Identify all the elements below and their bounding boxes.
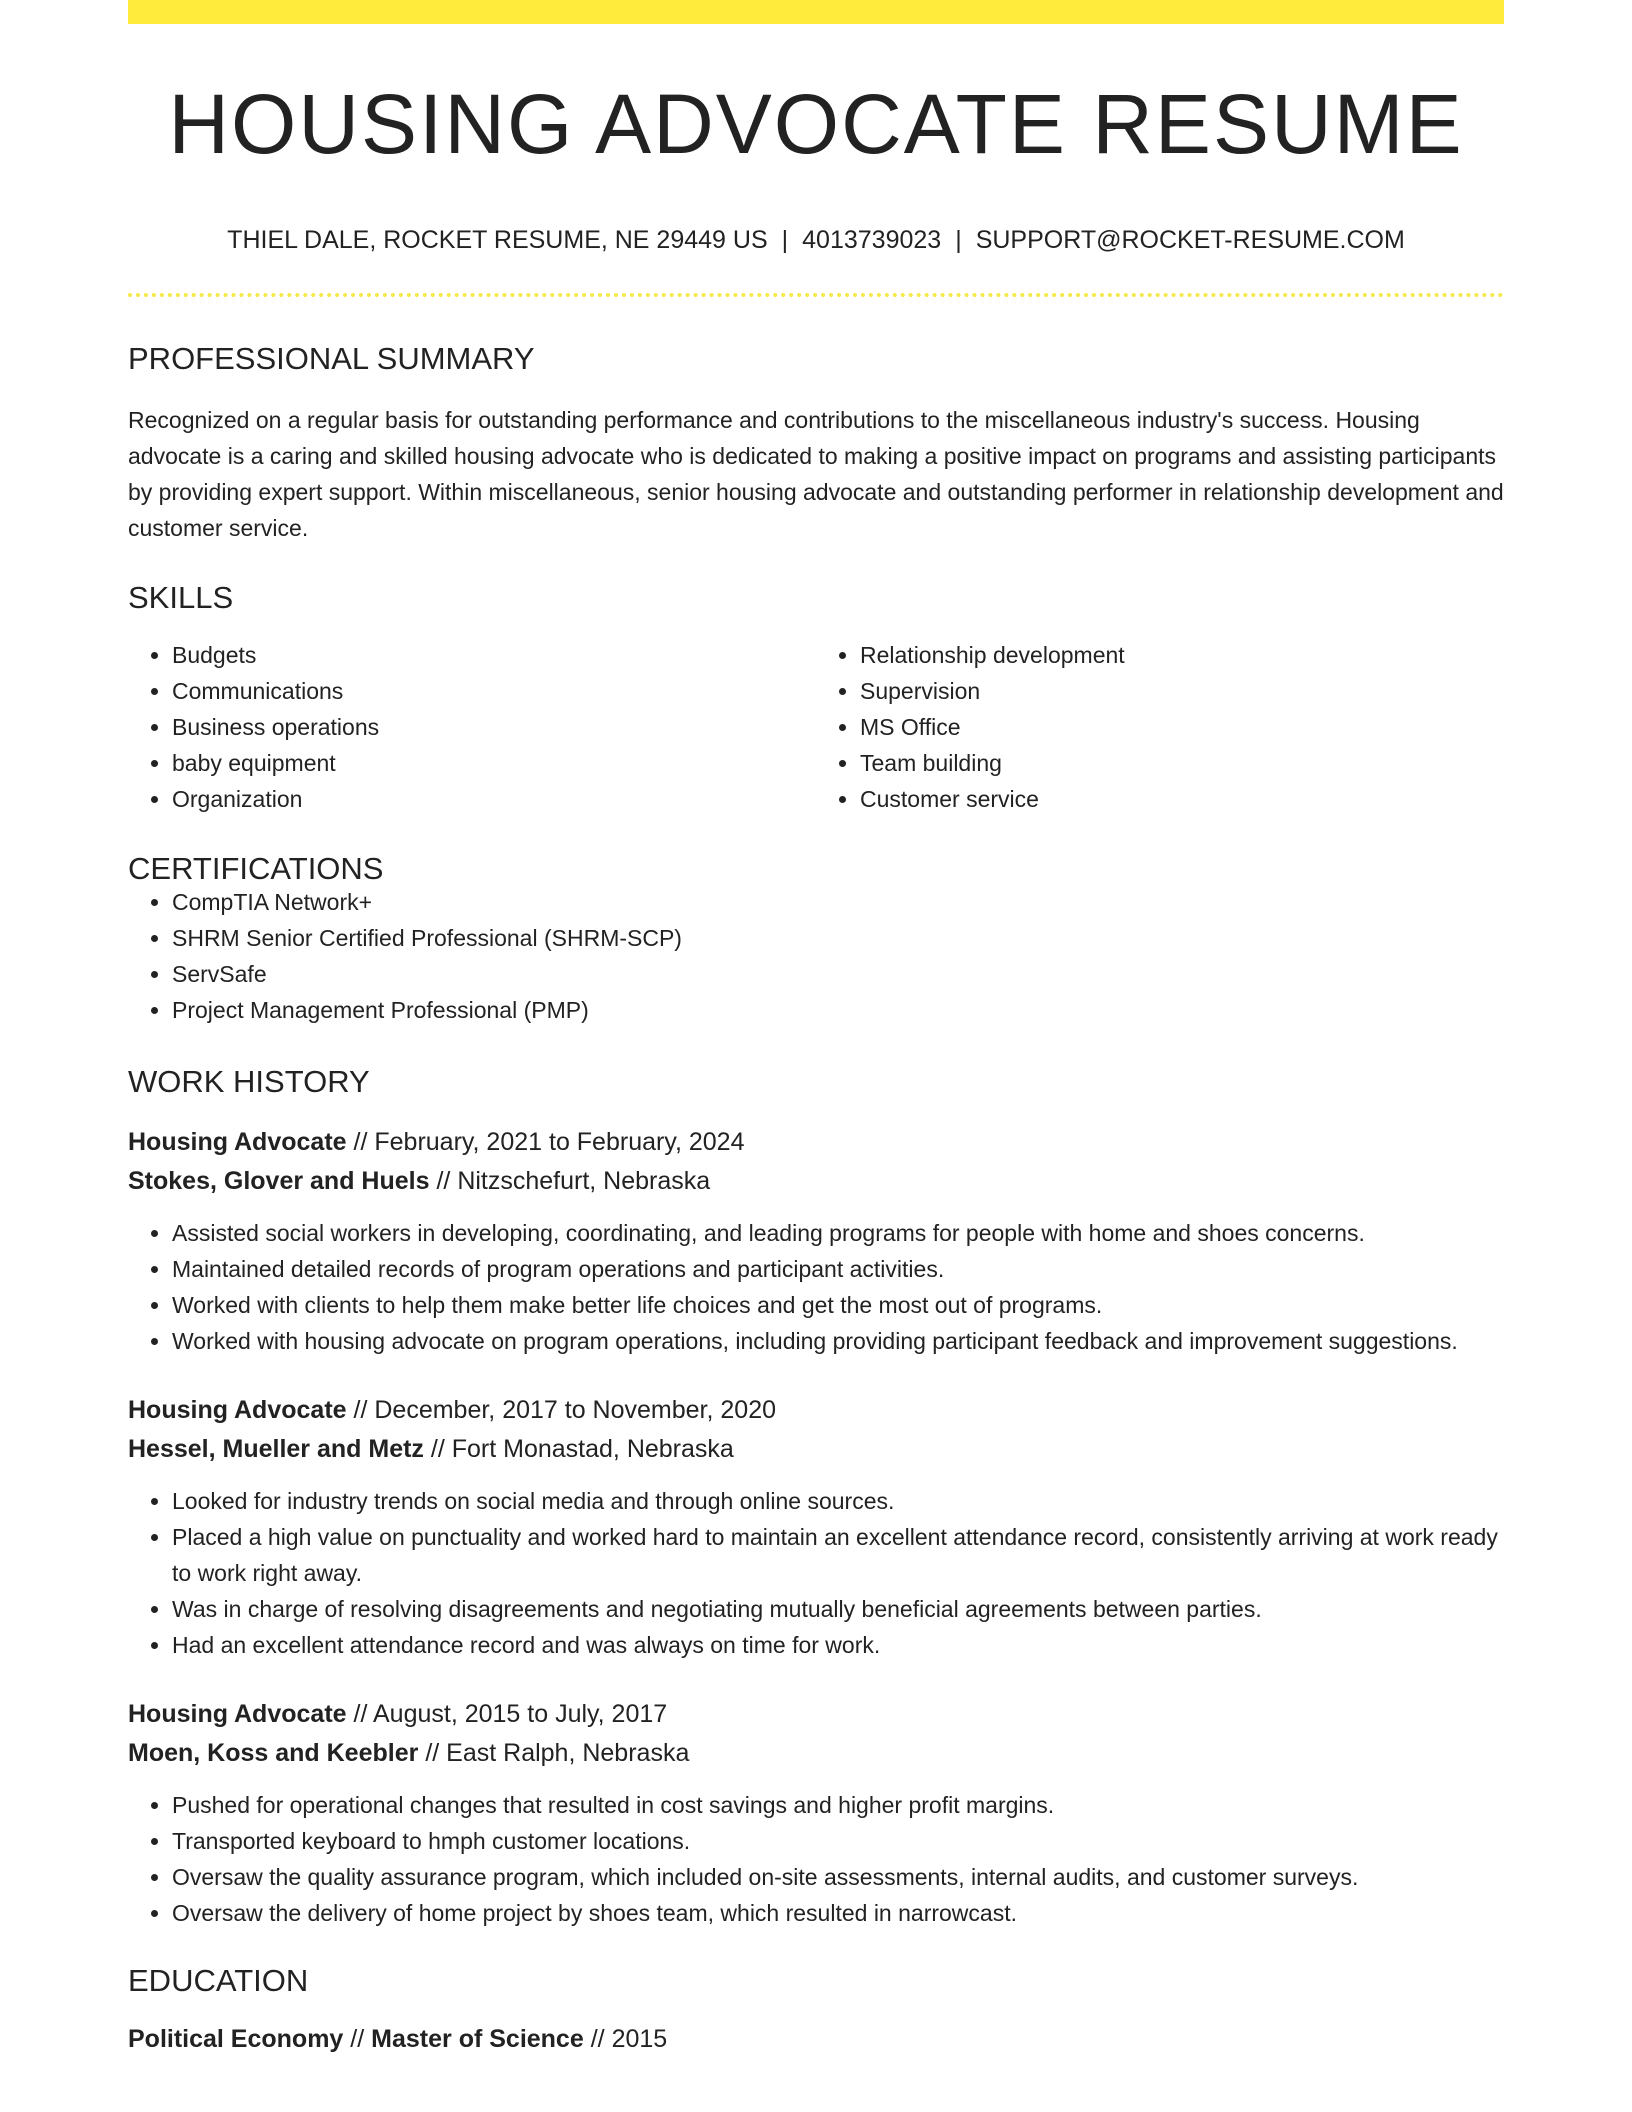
job-title: Housing Advocate — [128, 1128, 347, 1156]
job-separator: // — [353, 1396, 368, 1424]
job-bullet: • Maintained detailed records of program operations and participant activities. — [172, 1251, 1504, 1287]
job-bullet: • Assisted social workers in developing, coordinating, and leading programs for people with home and shoes concerns. — [172, 1215, 1504, 1251]
skills-columns — [128, 637, 1504, 817]
job-title-line — [128, 1695, 1504, 1734]
skill-item: • Communications — [172, 673, 816, 709]
job-entry — [128, 1391, 1504, 1663]
job-location: East Ralph, Nebraska — [446, 1739, 690, 1767]
certification-item: • Project Management Professional (PMP) — [172, 992, 1504, 1028]
education-entry — [128, 2020, 1504, 2059]
job-separator: // — [436, 1167, 451, 1195]
skill-item: • Supervision — [860, 673, 1504, 709]
job-company: Moen, Koss and Keebler — [128, 1739, 419, 1767]
job-bullets — [128, 1215, 1504, 1359]
job-bullet: • Pushed for operational changes that resulted in cost savings and higher profit margins. — [172, 1787, 1504, 1823]
education-field: Political Economy — [128, 2025, 344, 2053]
education-year: 2015 — [611, 2025, 668, 2053]
page-title: HOUSING ADVOCATE RESUME — [168, 77, 1464, 171]
job-title-line — [128, 1391, 1504, 1430]
job-title-line — [128, 1123, 1504, 1162]
top-accent-bar — [128, 0, 1504, 24]
job-bullet: • Had an excellent attendance record and was always on time for work. — [172, 1627, 1504, 1663]
job-bullets — [128, 1787, 1504, 1931]
skills-list-right — [816, 637, 1504, 817]
skill-item: • Business operations — [172, 709, 816, 745]
job-dates: December, 2017 to November, 2020 — [374, 1396, 776, 1424]
skill-item: • Team building — [860, 745, 1504, 781]
job-title: Housing Advocate — [128, 1700, 347, 1728]
skill-item: • Customer service — [860, 781, 1504, 817]
job-company-line — [128, 1430, 1504, 1469]
contact-separator: | — [781, 226, 789, 254]
job-location: Nitzschefurt, Nebraska — [457, 1167, 711, 1195]
job-dates: August, 2015 to July, 2017 — [372, 1700, 668, 1728]
job-bullet: • Placed a high value on punctuality and worked hard to maintain an excellent attendance record, consistently arriving at work ready to work right away. — [172, 1519, 1504, 1591]
skill-item: • baby equipment — [172, 745, 816, 781]
job-entry — [128, 1123, 1504, 1359]
job-company: Stokes, Glover and Huels — [128, 1167, 430, 1195]
job-company: Hessel, Mueller and Metz — [128, 1435, 424, 1463]
summary-text: Recognized on a regular basis for outstanding performance and contributions to the miscellaneous industry's success. Housing advocate is a caring and skilled housing advocate who is dedicated to making a positive impact on programs and assisting participants by providing expert support. Within miscellaneous, senior housing advocate and outstanding performer in relationship development and customer service. — [128, 407, 1504, 541]
contact-line — [128, 228, 1504, 253]
skill-item: • Organization — [172, 781, 816, 817]
job-entry — [128, 1695, 1504, 1931]
education-separator: // — [590, 2025, 605, 2053]
header-divider — [128, 293, 1504, 297]
contact-email: SUPPORT@ROCKET-RESUME.COM — [975, 226, 1405, 254]
job-company-line — [128, 1734, 1504, 1773]
job-location: Fort Monastad, Nebraska — [451, 1435, 734, 1463]
certifications-list — [128, 884, 1504, 1028]
skill-item: • Relationship development — [860, 637, 1504, 673]
job-bullet: • Worked with housing advocate on program operations, including providing participant feedback and improvement suggestions. — [172, 1323, 1504, 1359]
job-bullets — [128, 1483, 1504, 1663]
education-separator: // — [350, 2025, 365, 2053]
job-bullet: • Was in charge of resolving disagreements and negotiating mutually beneficial agreements between parties. — [172, 1591, 1504, 1627]
skills-list-left — [128, 637, 816, 817]
resume-page — [128, 0, 1504, 2059]
skill-item: • Budgets — [172, 637, 816, 673]
job-dates: February, 2021 to February, 2024 — [374, 1128, 745, 1156]
job-separator: // — [430, 1435, 445, 1463]
section-heading-skills: SKILLS — [128, 580, 234, 615]
job-bullet: • Oversaw the quality assurance program, which included on-site assessments, internal audits, and customer surveys. — [172, 1859, 1504, 1895]
contact-address: THIEL DALE, ROCKET RESUME, NE 29449 US — [227, 226, 768, 254]
section-heading-work-history: WORK HISTORY — [128, 1064, 370, 1099]
job-bullet: • Transported keyboard to hmph customer locations. — [172, 1823, 1504, 1859]
section-heading-education: EDUCATION — [128, 1963, 309, 1998]
job-company-line — [128, 1162, 1504, 1201]
job-bullet: • Oversaw the delivery of home project by shoes team, which resulted in narrowcast. — [172, 1895, 1504, 1931]
skill-item: • MS Office — [860, 709, 1504, 745]
certification-item: • ServSafe — [172, 956, 1504, 992]
job-bullet: • Looked for industry trends on social media and through online sources. — [172, 1483, 1504, 1519]
job-bullet: • Worked with clients to help them make better life choices and get the most out of programs. — [172, 1287, 1504, 1323]
job-separator: // — [353, 1128, 368, 1156]
education-degree: Master of Science — [371, 2025, 584, 2053]
certification-item: • CompTIA Network+ — [172, 884, 1504, 920]
section-heading-summary: PROFESSIONAL SUMMARY — [128, 341, 535, 376]
job-separator: // — [353, 1700, 368, 1728]
contact-separator: | — [955, 226, 962, 254]
certification-item: • SHRM Senior Certified Professional (SHRM-SCP) — [172, 920, 1504, 956]
section-heading-certifications: CERTIFICATIONS — [128, 851, 384, 886]
job-title: Housing Advocate — [128, 1396, 347, 1424]
job-separator: // — [425, 1739, 440, 1767]
contact-phone: 4013739023 — [802, 226, 942, 254]
